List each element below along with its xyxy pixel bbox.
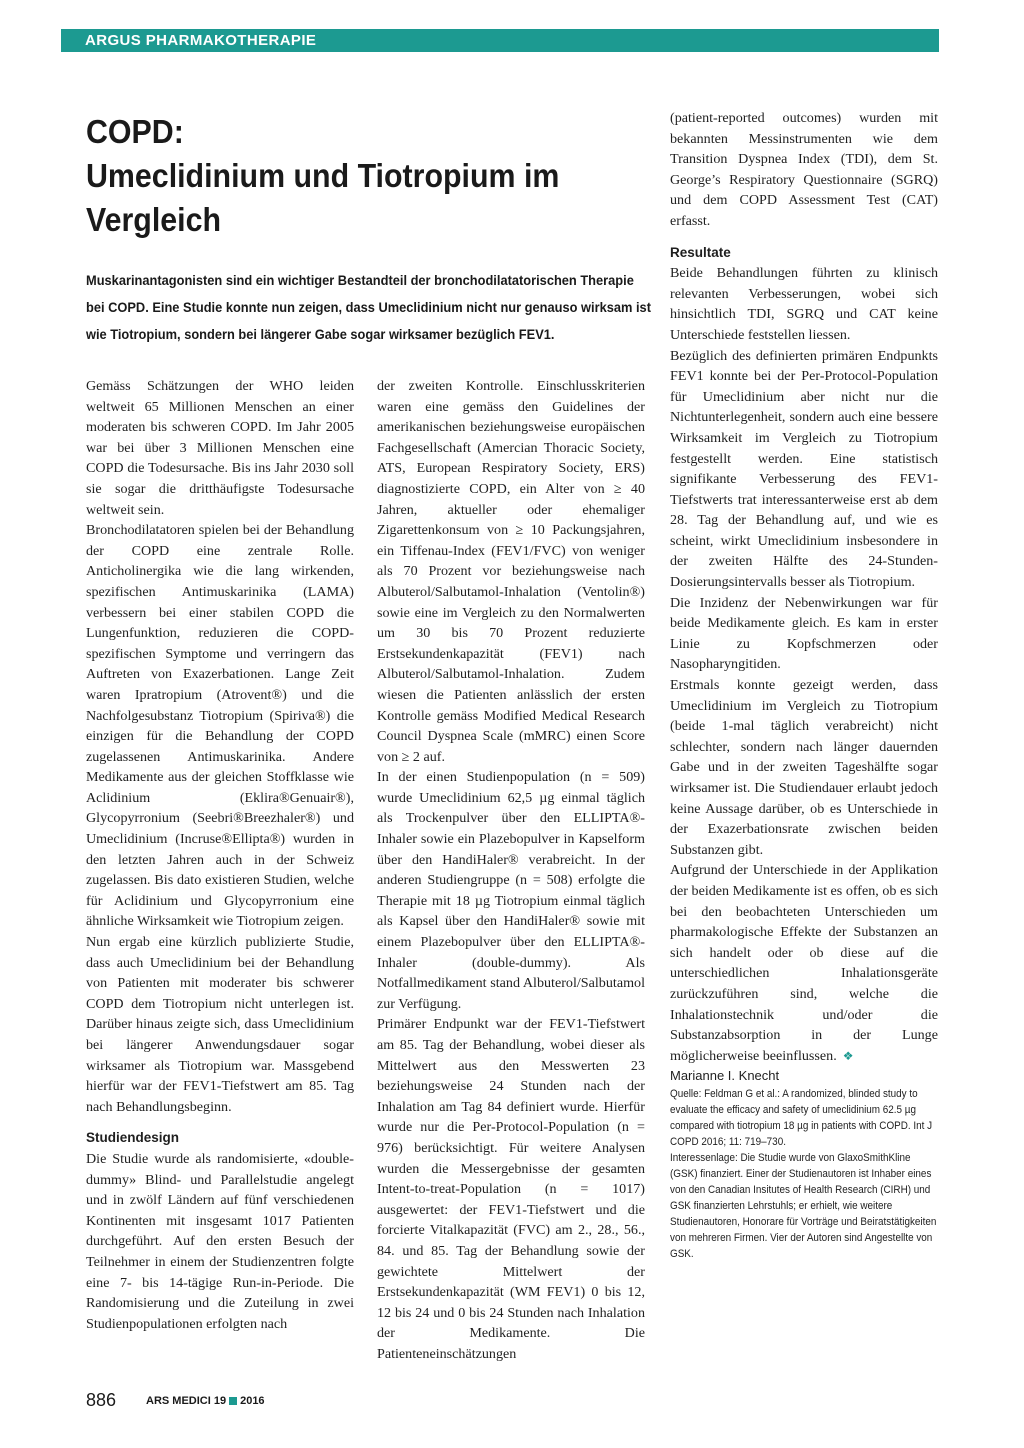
square-icon — [229, 1397, 237, 1405]
journal-year: 2016 — [240, 1395, 265, 1407]
paragraph-final — [670, 860, 938, 1066]
lead-paragraph: Muskarinantagonisten sind ein wichtiger Bestandteil der bronchodilatatorischen Therapie bei COPD. Eine Studie konnte nun zeigen, dass Umeclidinium nicht nur genauso wirksam ist wie Tiotropium, sondern bei längerer Gabe sogar wirksamer bezüglich FEV1. — [86, 272, 651, 342]
source-note: Quelle: Feldman G et al.: A randomized, blinded study to evaluate the efficacy and safety of umeclidinium 62.5 µg compared with tiotropium 18 µg in patients with COPD. Int J COPD 2016; 11: 719–730. — [670, 1088, 933, 1149]
paragraph: Primärer Endpunkt war der FEV1-Tiefstwert am 85. Tag der Behandlung, wobei dieser als Mittelwert aus den Messwerten 23 beziehungsweise 24 Stunden nach der Inhalation am Tag 84 definiert wurde. Hierfür wurde nur die Per-Protocol-Population (n = 976) berücksichtigt. Für weitere Analysen wurden die Messergebnisse der gesamten Intent-to-treat-Population (n = 1017) ausgewertet: der FEV1-Tiefstwert und die forcierte Vitalkapazität (FVC) am 2., 28., 56., 84. und 85. Tag der Behandlung sowie der gewichtete Mittelwert der Erstsekundenkapazität (WM FEV1) 0 bis 12, 12 bis 24 und 0 bis 24 Stunden nach Inhalation der Medikamente. Die Patienteneinschätzungen — [377, 1016, 645, 1362]
paragraph: In der einen Studienpopulation (n = 509) wurde Umeclidinium 62,5 µg einmal täglich als Trockenpulver über den ELLIPTA®-Inhaler sowie ein Plazebopulver in Kapselform über den HandiHaler® verabreicht. In der anderen Studiengruppe (n = 508) erfolgte die Therapie mit 18 µg Tiotropium einmal täglich als Kapsel über den HandiHaler® sowie mit einem Plazebopulver über den ELLIPTA®-Inhaler (double-dummy). Als Notfallmedikament stand Albuterol/Salbutamol zur Verfügung. — [377, 769, 645, 1012]
journal-footer — [146, 1395, 265, 1407]
article-title — [86, 110, 601, 242]
section-label: ARGUS PHARMAKOTHERAPIE — [85, 32, 317, 49]
title-line-2: Umeclidinium und Tiotropium im Vergleich — [86, 157, 560, 238]
paragraph: Die Studie wurde als randomisierte, «double-dummy» Blind- und Parallelstudie angelegt und in zwölf Ländern auf fünf verschiedenen Kontinenten mit insgesamt 1017 Patienten durchgeführt. Auf den ersten Besuch der Teilnehmer in einem der Studienzentren folgte eine 7- bis 14-tägige Run-in-Periode. Die Randomisierung und die Zuteilung in zwei Studienpopulationen erfolgten nach — [86, 1150, 354, 1332]
journal-issue: ARS MEDICI 19 — [146, 1395, 227, 1407]
paragraph: (patient-reported outcomes) wurden mit bekannten Messinstrumenten wie dem Transition Dyspnea Index (TDI), dem St. George’s Respiratory Questionnaire (SGRQ) und dem COPD Assessment Test (CAT) erfasst. — [670, 110, 938, 229]
paragraph: Gemäss Schätzungen der WHO leiden weltweit 65 Millionen Menschen an einer moderaten bis schweren COPD. Im Jahr 2005 war bei über 3 Millionen Menschen eine COPD die Todesursache. Bis ins Jahr 2030 soll sie sogar die dritthäufigste Todesursache weltweit sein. — [86, 378, 354, 518]
page-number: 886 — [86, 1390, 117, 1410]
section-header-bar — [61, 29, 939, 52]
paragraph-text: Aufgrund der Unterschiede in der Applikation der beiden Medikamente ist es offen, ob es sich bei den beobachteten Unterschieden um pharmakologische Effekte der Substanzen an sich handelt oder ob diese auf die unterschiedlichen Inhalationsgeräte zurückzuführen sind, welche die Inhalationstechnik und/oder die Substanzabsorption in der Lunge möglicherweise beeinflussen. — [670, 862, 938, 1064]
paragraph: Bezüglich des definierten primären Endpunkts FEV1 konnte bei der Per-Protocol-Population für Umeclidinium aber nicht nur die Nichtunterlegenheit, sondern auch eine bessere Wirksamkeit im Vergleich zu Tiotropium festgestellt werden. Eine statistisch signifikante Verbesserung des FEV1-Tiefstwerts trat interessanterweise erst ab dem 28. Tag der Behandlung auf, und wie es scheint, wirkt Umeclidinium insbesondere in der zweiten Hälfte des 24-Stunden-Dosierungsintervalls besser als Tiotropium. — [670, 347, 938, 591]
end-mark-icon: ❖ — [842, 1048, 854, 1063]
paragraph: Nun ergab eine kürzlich publizierte Studie, dass auch Umeclidinium bei der Behandlung von Patienten mit moderater bis schwerer COPD dem Tiotropium nicht unterlegen ist. Darüber hinaus zeigte sich, dass Umeclidinium bei längerer Anwendungsdauer sogar wirksamer als Tiotropium war. Massgebend hierfür war der FEV1-Tiefstwert am 85. Tag nach Behandlungsbeginn. — [86, 934, 354, 1115]
paragraph: Beide Behandlungen führten zu klinisch relevanten Verbesserungen, wobei sich hinsichtlich TDI, SGRQ und CAT keine Unterschiede feststellen liessen. — [670, 265, 938, 343]
paragraph: Erstmals konnte gezeigt werden, dass Umeclidinium im Vergleich zu Tiotropium (beide 1-mal täglich verabreicht) nicht schlechter, sondern nach länger dauernden Gabe und in der zweiten Tageshälfte sogar wirksamer ist. Die Studiendauer erlaubt jedoch keine Aussage darüber, ob es Unterschiede in der Exazerbationsrate zwischen beiden Substanzen gibt. — [670, 677, 938, 858]
column-3 — [670, 108, 938, 1262]
paragraph: Bronchodilatatoren spielen bei der Behandlung der COPD eine zentrale Rolle. Anticholinergika wie die lang wirkenden, spezifischen Antimuskarinika (LAMA) verbessern bei einer stabilen COPD die Lungenfunktion, reduzieren die COPD-spezifischen Symptome und verringern das Auftreten von Exazerbationen. Lange Zeit waren Ipratropium (Atrovent®) und die Nachfolgesubstanz Tiotropium (Spiriva®) die einzigen für die Behandlung der COPD zugelassenen Antimuskarinika. Andere Medikamente aus der gleichen Stoffklasse wie Aclidinium (Eklira®Genuair®), Glycopyrronium (Seebri®Breezhaler®) und Umeclidinium (Incruse®Ellipta®) wurden in den letzten Jahren auch in der Schweiz zugelassen. Bis dato existieren Studien, welche für Aclidinium und Glycopyrronium eine ähnliche Wirksamkeit wie Tiotropium zeigen. — [86, 522, 354, 930]
section-heading-resultate: Resultate — [670, 244, 731, 260]
column-1 — [86, 376, 354, 1334]
section-heading-studiendesign: Studiendesign — [86, 1130, 180, 1146]
paragraph: Die Inzidenz der Nebenwirkungen war für beide Medikamente gleich. Es kam in erster Linie zu Kopfschmerzen oder Nasopharyngitiden. — [670, 594, 938, 673]
paragraph: der zweiten Kontrolle. Einschlusskriterien waren eine gemäss den Guidelines der amerikanischen beziehungsweise europäischen Fachgesellschaft (Amercian Thoracic Society, ATS, European Respiratory Society, ERS) diagnostizierte COPD, ein Alter von ≥ 40 Jahren, aktueller oder ehemaliger Zigarettenkonsum von ≥ 10 Packungsjahren, ein Tiffenau-Index (FEV1/FVC) von weniger als 70 Prozent vor beziehungsweise nach Albuterol/Salbutamol-Inhalation (Ventolin®) sowie eine im Vergleich zu den Normalwerten um 30 bis 70 Prozent reduzierte Erstsekundenkapazität (FEV1) nach Albuterol/Salbutamol-Inhalation. Zudem wiesen die Patienten anlässlich der ersten Kontrolle gemäss Modified Medical Research Council Dyspnea Scale (mMRC) einen Score von ≥ 2 auf. — [377, 378, 645, 765]
column-2 — [377, 376, 645, 1365]
author-name: Marianne I. Knecht — [670, 1068, 780, 1084]
conflict-of-interest-note: Interessenlage: Die Studie wurde von GlaxoSmithKline (GSK) finanziert. Einer der Studienautoren ist Inhaber eines von den Canadian Insitutes of Health Research (CIRH) und GSK finanzierten Lehrstuhls; er erhielt, wie weitere Studienautoren, Honorare für Vorträge und Beiratstätigkeiten von mehreren Firmen. Vier der Autoren sind Angestellte von GSK. — [670, 1152, 937, 1261]
title-line-1: COPD: — [86, 113, 184, 150]
